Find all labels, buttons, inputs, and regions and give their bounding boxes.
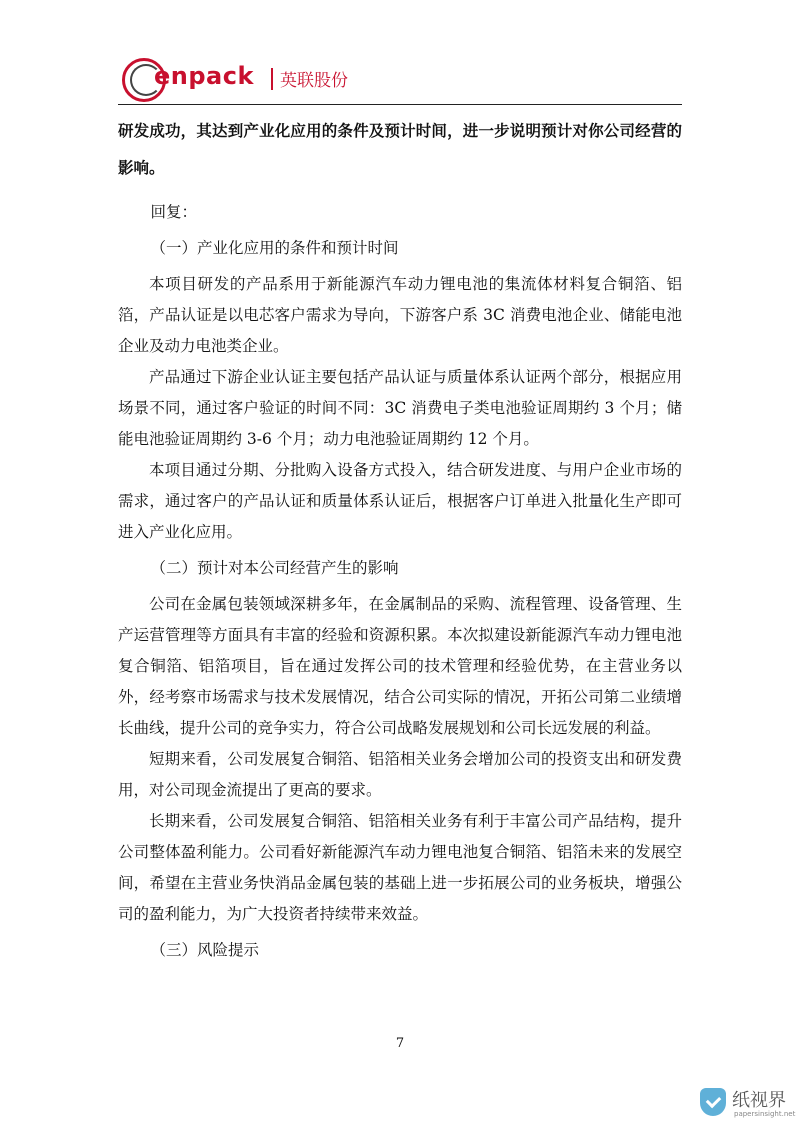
watermark-url: papersinsight.net xyxy=(734,1110,796,1118)
section-2-title: （二）预计对本公司经营产生的影响 xyxy=(150,559,399,577)
reply-label: 回复： xyxy=(150,203,198,221)
section-2-paragraph-1: 公司在金属包装领域深耕多年，在金属制品的采购、流程管理、设备管理、生产运营管理等方面具有丰富的经验和资源积累。本次拟建设新能源汽车动力锂电池复合铜箔、铝箔项目，旨在通过发挥公司的技术管理和经验优势，在主营业务以外，经考察市场需求与技术发展情况，结合公司实际的情况，开拓公司第二业绩增长曲线，提升公司的竞争实力，符合公司战略发展规划和公司长远发展的利益。 xyxy=(118,595,682,737)
page-number: 7 xyxy=(395,1036,405,1051)
section-2-paragraph-3: 长期来看，公司发展复合铜箔、铝箔相关业务有利于丰富公司产品结构，提升公司整体盈利能力。公司看好新能源汽车动力锂电池复合铜箔、铝箔未来的发展空间，希望在主营业务快消品金属包装的基础上进一步拓展公司的业务板块，增强公司的盈利能力，为广大投资者持续带来效益。 xyxy=(118,812,682,923)
logo-company-name: 英联股份 xyxy=(280,71,348,91)
header-rule xyxy=(118,104,682,105)
section-3-title: （三）风险提示 xyxy=(150,941,260,959)
section-2-paragraph-2: 短期来看，公司发展复合铜箔、铝箔相关业务会增加公司的投资支出和研发费用，对公司现金流提出了更高的要求。 xyxy=(118,750,682,799)
section-1-paragraph-2: 产品通过下游企业认证主要包括产品认证与质量体系认证两个部分，根据应用场景不同，通过客户验证的时间不同：3C 消费电子类电池验证周期约 3 个月；储能电池验证周期约 3-6 个月；动力电池验证周期约 12 个月。 xyxy=(118,368,682,448)
shield-check-icon xyxy=(700,1088,726,1116)
watermark-name: 纸视界 xyxy=(732,1090,786,1111)
page-header xyxy=(118,56,682,106)
section-1-paragraph-3: 本项目通过分期、分批购入设备方式投入，结合研发进度、与用户企业市场的需求，通过客户的产品认证和质量体系认证后，根据客户订单进入批量化生产即可进入产业化应用。 xyxy=(118,461,682,541)
watermark xyxy=(700,1086,800,1126)
document-body xyxy=(118,112,682,971)
logo-brand-text: enpack xyxy=(154,62,254,90)
section-1-paragraph-1: 本项目研发的产品系用于新能源汽车动力锂电池的集流体材料复合铜箔、铝箔，产品认证是以电芯客户需求为导向，下游客户系 3C 消费电池企业、储能电池企业及动力电池类企业。 xyxy=(118,275,682,355)
logo-separator xyxy=(271,68,273,90)
question-continuation: 研发成功，其达到产业化应用的条件及预计时间，进一步说明预计对你公司经营的影响。 xyxy=(118,121,682,177)
company-logo xyxy=(118,56,408,102)
section-1-title: （一）产业化应用的条件和预计时间 xyxy=(150,239,399,257)
